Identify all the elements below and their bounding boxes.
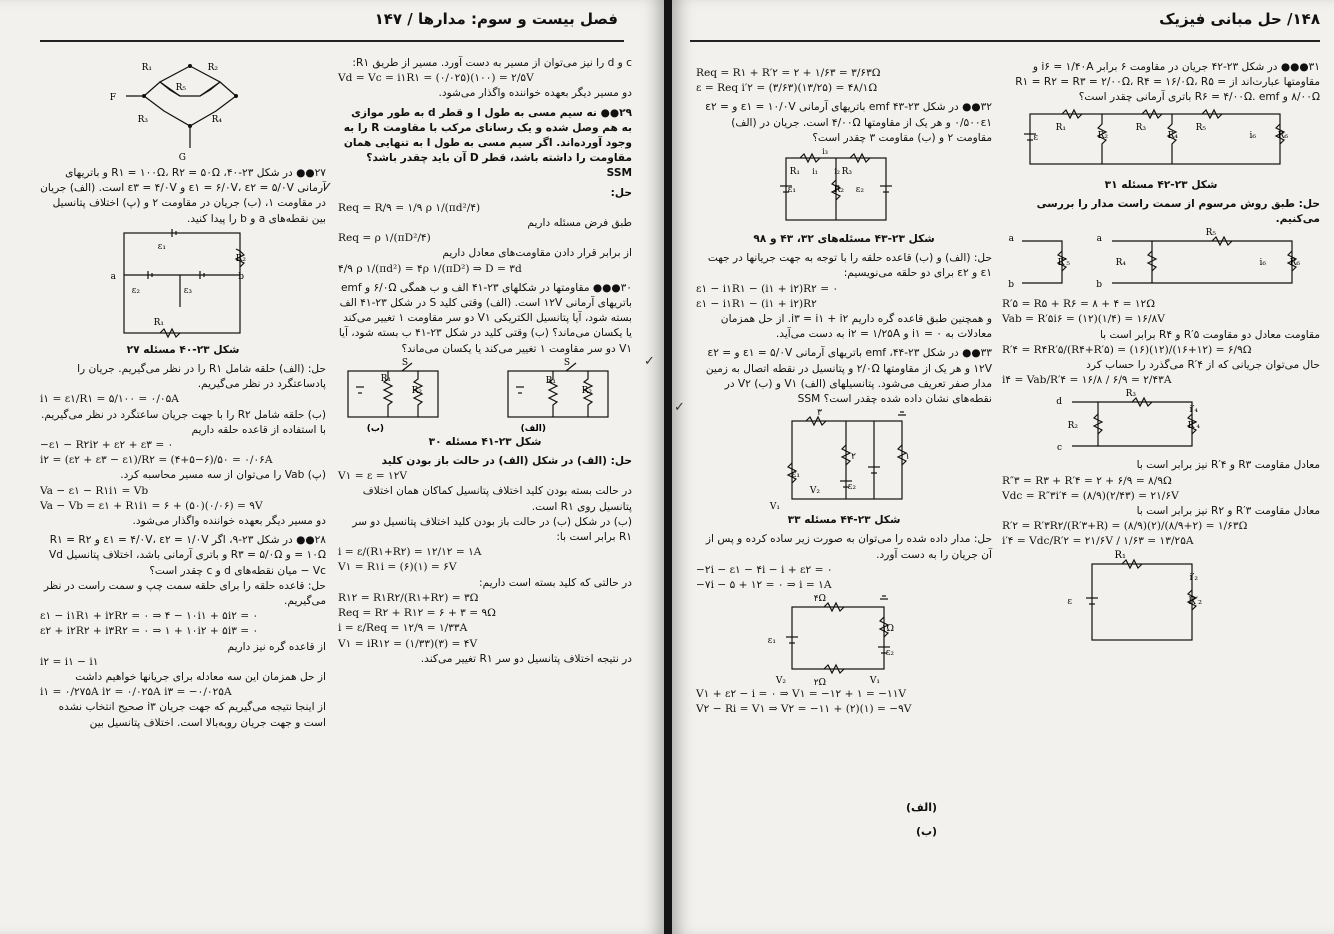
fig42-r2: R₂ (1097, 130, 1108, 141)
equation: R۱۲ = R۱R۲/(R۱+R۲) = ۳Ω (338, 591, 479, 604)
fig44-e1: ε₁ (791, 470, 800, 481)
solution: حل: (الف) در شکل (الف) در حالت باز بودن کلید (381, 455, 632, 468)
paragraph: (پ) Vab را می‌توان از سه مسیر محاسبه کرد. (120, 469, 326, 482)
checkmark: ✓ (674, 400, 685, 415)
paragraph: حل: (الف) و (ب) قاعده حلقه را با توجه به جهت جریانها در جهت ε۱ و ε۲ برای دو حلقه می‌نویسیم: (707, 252, 992, 280)
bridge-g: G (178, 153, 186, 163)
right-page-left-column (696, 66, 992, 718)
problem-30: ۳۰●●● مقاومتها در شکلهای ۲۳-۴۱ الف و ب همگی ۶/۰Ω و emf باتریهای آرمانی ۱۲V است. (الف) وقتی کلید S در شکل ۲۳-۴۱ الف بسته شود، آیا پتانسیل الکتریکی V۱ دو سر مقاومت ۱ تغییر می‌کند یا یکسان می‌ماند؟ (ب) وقتی کلید در شکل ۲۳-۴۱ ب بسته شود، آیا V۱ دو سر مقاومت ۱ تغییر می‌کند یا یکسان می‌ماند؟ (338, 281, 632, 355)
fig40-r1: R₁ (153, 317, 164, 328)
fig44-v1: V₁ (769, 502, 780, 513)
equation: Vdc = R″۳i′۴ = (۸/۹)(۲/۴۳) = ۲۱/۶V (1002, 489, 1179, 502)
paragraph: و همچنین طبق قاعده گره داریم i۳ = i۱ + i۲. از حل همزمان معادلات به i۱ = ۰ و i۲ = ۱/۲۵A به دست می‌آید. (720, 313, 992, 341)
problem-32: ۳۲●● در شکل ۲۳-۴۳ emf باتریهای آرمانی ε۱ = ۱۰/۰V و ε۲ = ۰/۵۰۰ε۱ و هر یک از مقاومتها ۴/۰۰Ω است. جریان در (الف) مقاومت ۲ و (ب) مقاومت ۳ چقدر است؟ (705, 101, 992, 144)
fig43-r1: R₁ (789, 167, 800, 178)
bridge-r2: R₂ (207, 63, 218, 73)
paragraph: طبق فرض مسئله داریم (527, 217, 632, 230)
equation: i۱ = ۰/۲۷۵A i۲ = ۰/۰۲۵A i۳ = −۰/۰۲۵A (40, 686, 232, 699)
sub-c-r2: R₂ (1067, 421, 1078, 432)
answer-label-a: (الف) (906, 801, 938, 814)
figure-23-42 (1002, 106, 1320, 178)
equation: Vab = R′۵i۶ = (۱۲)(۱/۴) = ۱۶/۸V (1002, 313, 1165, 326)
equation: Va − ε۱ − R۱i۱ = Vb (40, 484, 149, 497)
fig43-r2: R₂ (833, 185, 844, 196)
equation: ۴/۹ ρ ۱/(πd²) = ۴ρ ۱/(πD²) ⇒ D = ۳d (338, 262, 522, 275)
paragraph: در نتیجه اختلاف پتانسیل دو سر R۱ تغییر می‌کند. (420, 652, 632, 665)
fig44-n2: ۲ (851, 452, 856, 463)
right-page-header: ۱۴۸/ حل مبانی فیزیک (1159, 10, 1320, 28)
paragraph: از حل همزمان این سه معادله برای جریانها خواهیم داشت (75, 671, 326, 684)
simp-r2: ۲Ω (813, 678, 826, 688)
sub-b-i6: i₆ (1259, 258, 1266, 269)
figure-caption: شکل ۲۳-۴۳ مسئله‌های ۳۲، ۴۳ و ۹۸ (753, 233, 935, 246)
header-rule (40, 40, 624, 42)
fig43-i2: i₂ (834, 167, 840, 177)
fig44-n3: ۳ (817, 408, 822, 419)
problem-29: ۲۹●● نه سیم مسی به طول l و قطر d به طور موازی به هم وصل شده و یک رسانای مرکب با مقاومت R را به وجود آورده‌اند. اگر سیم مسی به طول l به تنهایی همان مقاومت را داشته باشد، قطر D آن باید چقدر باشد؟ SSM (343, 106, 632, 180)
figure-caption: شکل ۲۳-۴۱ مسئله ۳۰ (428, 435, 542, 448)
answer-labels (906, 796, 937, 844)
paragraph: (ب) حلقه شامل R۲ را با جهت جریان ساعتگرد در نظر می‌گیریم. با استفاده از قاعده حلقه داریم (41, 408, 326, 436)
bridge-r5: R₅ (175, 83, 186, 93)
equation: i′۴ = Vdc/R′۲ = ۲۱/۶V / ۱/۶۳ = ۱۳/۲۵A (1002, 535, 1194, 548)
paragraph: حل: مدار داده شده را می‌توان به صورت زیر ساده کرده و پس از آن جریان را به دست آورد. (705, 533, 992, 561)
label-a: (الف) (520, 423, 546, 434)
paragraph: معادل مقاومت R۳ و R′۴ نیز برابر است با (1136, 459, 1320, 472)
sub-d-r2p: R′₂ (1188, 595, 1202, 607)
header-rule (690, 40, 1320, 42)
checkmark: ✓ (322, 180, 333, 195)
answer-label-b: (ب) (915, 825, 938, 838)
equation: V۱ = ε = ۱۲V (338, 470, 408, 483)
label-s: S (563, 357, 570, 368)
equation: V۲ − Ri = V۱ ⇒ V۲ = −۱۱ + (۲)(۱) = −۹V (696, 703, 912, 716)
label-r1: R₁ (380, 373, 391, 384)
paragraph: در حالتی که کلید بسته است داریم: (479, 576, 632, 589)
simp-r4: ۴Ω (813, 594, 826, 605)
paragraph: از اینجا نتیجه می‌گیریم که جهت جریان i۳ صحیح انتخاب نشده است و جهت جریان روبه‌بالا است. اختلاف پتانسیل بین (58, 701, 326, 729)
label-r2: R₂ (581, 385, 592, 396)
equation: Req = R۲ + R۱۲ = ۶ + ۳ = ۹Ω (338, 607, 496, 620)
fig43-i3: i₃ (822, 147, 828, 157)
fig40-e2: ε₂ (131, 285, 140, 296)
bridge-r1: R₁ (141, 63, 152, 73)
equation: R″۳ = R۳ + R′۴ = ۲ + ۶/۹ = ۸/۹Ω (1002, 474, 1172, 487)
sub-b-b: b (1096, 280, 1102, 291)
equation: Req = ρ ۱/(πD²/۴) (338, 232, 431, 245)
figure-sub-ab (1002, 227, 1320, 297)
equation: R′۴ = R۴R′۵/(R۴+R′۵) = (۱۶)(۱۲)/(۱۶+۱۲) = ۶/۹Ω (1002, 343, 1252, 356)
fig42-r5: R₅ (1195, 122, 1206, 133)
equation: Req = R/۹ = ۱/۹ ρ ۱/(πd²/۴) (338, 201, 481, 214)
simp-e1: ε₁ (767, 636, 776, 647)
checkmark: ✓ (644, 354, 655, 369)
paragraph: معادل مقاومت R′۳ و R۲ نیز برابر است با (1136, 505, 1320, 518)
label-b: (ب) (366, 423, 384, 434)
bridge-figure (40, 56, 326, 166)
equation: −ε۱ − R۲i۲ + ε۲ + ε۳ = ۰ (40, 439, 174, 452)
sub-c-r3: R₃ (1125, 389, 1136, 400)
fig44-e2: ε₂ (847, 482, 856, 493)
bridge-r4: R₄ (211, 115, 222, 125)
fig42-i6: i₆ (1249, 130, 1256, 141)
figure-23-43 (696, 146, 992, 232)
equation: i = ε/Req = ۱۲/۹ = ۱/۳۳A (338, 622, 468, 635)
label-r1: R₁ (545, 375, 556, 386)
bridge-r3: R₃ (137, 115, 148, 125)
fig43-e1: ε₁ (787, 185, 796, 196)
equation: ε = Req i′۲ = (۳/۶۳)(۱۳/۲۵) = ۴۸/۱Ω (696, 82, 878, 95)
sub-d-i2p: i′₂ (1189, 572, 1198, 583)
sub-b-r4: R₄ (1115, 258, 1126, 269)
figure-caption: شکل ۲۳-۴۴ مسئله ۳۳ (787, 514, 901, 527)
equation: ε۱ − i۱R۱ + i۲R۲ = ۰ ⇒ ۴ − ۱۰i۱ + ۵i۲ = ۰ (40, 610, 259, 623)
equation: R′۵ = R۵ + R۶ = ۸ + ۴ = ۱۲Ω (1002, 298, 1156, 311)
sub-c-i4p: i′₄ (1189, 405, 1198, 416)
sub-a-a: a (1008, 234, 1014, 245)
problem-28: ۲۸●● در شکل ۲۳-۹، اگر ε۱ = ۴/۰V، ε۲ = ۱/۰V و R۱ = R۲ = ۱۰Ω و R۳ = ۵/۰Ω و باتری آرمانی باشد، اختلاف پتانسیل Vd − Vc میان نقطه‌های d و c چقدر است؟ (48, 534, 326, 577)
left-page-right-column (338, 56, 632, 667)
bridge-f: F (109, 93, 116, 103)
equation: ε۱ − i۱R۱ − (i۱ + i۲)R۲ (696, 297, 817, 310)
right-page-right-column (1002, 60, 1320, 648)
label-r2: R₂ (411, 385, 422, 396)
equation: R′۲ = R′۳R۲/(R′۳+R) = (۸/۹)(۲)/(۸/۹+۲) = ۱/۶۳Ω (1002, 520, 1248, 533)
book-gutter (664, 0, 672, 934)
sub-a-r5p: R′₅ (1057, 258, 1070, 269)
fig44-v2: V₂ (809, 486, 820, 497)
paragraph: در حالت بسته بودن کلید اختلاف پتانسیل کماکان همان اختلاف پتانسیل روی R۱ است. (362, 485, 632, 513)
figure-23-40 (40, 227, 326, 343)
sub-d-r1: R₁ (1114, 549, 1126, 561)
paragraph: از قاعده گره نیز داریم (227, 640, 326, 653)
equation: ε۲ + i۲R۲ + i۳R۲ = ۰ ⇒ ۱ + ۱۰i۲ + ۵i۳ = ۰ (40, 625, 259, 638)
sub-c-c: c (1056, 443, 1062, 454)
fig42-r6: R₆ (1277, 130, 1288, 141)
fig42-r3: R₃ (1135, 122, 1146, 133)
equation: i۲ = (ε۲ + ε۳ − ε۱)/R۲ = (۴+۵−۶)/۵۰ = ۰/۰۶A (40, 454, 273, 467)
simp-e2: ε₂ (885, 648, 894, 659)
equation: −۲i − ε۱ − ۴i − i + ε۲ = ۰ (696, 563, 833, 576)
equation: i۱ = ε۱/R۱ = ۵/۱۰۰ = ۰/۰۵A (40, 393, 179, 406)
sub-b-a: a (1096, 234, 1102, 245)
problem-31: ۳۱●●● در شکل ۲۳-۴۲ جریان در مقاومت ۶ برابر i۶ = ۱/۴۰A و مقاومتها عبارت‌اند از R۱ = R۲ = R۳ = ۲/۰۰Ω، R۴ = ۱۶/۰Ω، R۵ = ۸/۰۰Ω و R۶ = ۴/۰۰Ω. emf باتری آرمانی چقدر است؟ (1015, 61, 1320, 104)
sub-d-e: ε (1067, 596, 1072, 607)
figure-23-41 (338, 357, 632, 435)
solution: حل: طبق روش مرسوم از سمت راست مدار را بررسی می‌کنیم. (1036, 197, 1320, 226)
solution-label: حل: (610, 186, 632, 199)
right-page (672, 0, 1334, 934)
figure-23-44 (696, 407, 992, 513)
simp-v2: V₂ (775, 676, 786, 687)
figure-caption: شکل ۲۳-۴۰ مسئله ۲۷ (126, 343, 240, 356)
equation: i۴ = Vab/R′۴ = ۱۶/۸ / ۶/۹ = ۲/۴۳A (1002, 374, 1172, 387)
paragraph: حل: (الف) حلقه شامل R۱ را در نظر می‌گیریم. جریان را پادساعتگرد در نظر می‌گیریم. (77, 363, 326, 391)
equation: Vd = Vc = i۱R۱ = (۰/۰۲۵)(۱۰۰) = ۲/۵V (338, 72, 534, 85)
paragraph: دو مسیر دیگر بعهده خواننده واگذار می‌شود. (438, 87, 632, 100)
equation: Req = R۱ + R′۲ = ۲ + ۱/۶۳ = ۳/۶۳Ω (696, 67, 881, 79)
simp-v1: V₁ (869, 676, 880, 687)
equation: i۲ = i۱ − i۱ (40, 655, 99, 668)
equation: i = ε/(R۱+R۲) = ۱۲/۱۲ = ۱A (338, 546, 482, 559)
figure-simplified (696, 593, 992, 687)
simp-r1: ۱Ω (881, 624, 894, 635)
fig40-e1: ε₁ (157, 241, 166, 252)
figure-sub-d (1002, 550, 1320, 648)
fig40-r2: R₂ (235, 253, 246, 264)
paragraph: c و d را نیز می‌توان از مسیر به دست آورد. مسیر از طریق R۱: (352, 57, 632, 69)
fig40-e3: ε₃ (183, 285, 192, 296)
sub-a-b: b (1008, 280, 1014, 291)
equation: V۱ = iR۱۲ = (۱/۳۳)(۳) = ۴V (338, 637, 478, 650)
problem-33: ۳۳●● در شکل ۲۳-۴۴، emf باتریهای آرمانی ε۱ = ۵/۰V و ε۲ = ۱۲V و هر یک از مقاومتها ۲/۰Ω و پتانسیل در نقطه اتصال به زمین مدار صفر تعریف می‌شود. پتانسیلهای (الف) V۱ و (ب) V۲ در نقطه‌های نشان داده شده چقدر است؟ SSM (705, 347, 992, 406)
equation: V۱ + ε۲ − i = ۰ ⇒ V۱ = −۱۲ + ۱ = −۱۱V (696, 688, 907, 701)
label-s: S (401, 357, 408, 368)
fig42-e: ε (1033, 132, 1038, 143)
fig42-r4: R₄ (1167, 130, 1178, 141)
fig43-i1: i₁ (812, 167, 818, 177)
figure-sub-c (1002, 388, 1320, 458)
figure-caption: شکل ۲۳-۴۲ مسئله ۳۱ (1104, 178, 1218, 191)
paragraph: (ب) در شکل (ب) در حالت باز بودن کلید اختلاف پتانسیل دو سر R۱ برابر است با: (352, 515, 632, 544)
equation: Va − Vb = ε۱ + R۱i۱ = ۶ + (۵۰)(۰/۰۶) = ۹V (40, 499, 263, 512)
problem-27: ۲۷●● در شکل ۲۳-۴۰، R۱ = ۱۰۰Ω، R۲ = ۵۰Ω و باتریهای آرمانی ε۱ = ۶/۰V، ε۲ = ۵/۰V و ε۳ = ۴/۰V است. (الف) جریان در مقاومت ۱، (ب) جریان در مقاومت ۲ و (پ) اختلاف پتانسیل بین نقطه‌های a و b را پیدا کنید. (40, 167, 326, 225)
equation: V۱ = R۱i = (۶)(۱) = ۶V (338, 561, 457, 574)
fig42-r1: R₁ (1055, 122, 1066, 133)
equation: ε۱ − i۱R۱ − (i۱ + i۲)R۲ = ۰ (696, 282, 839, 295)
sub-b-r6: R₆ (1289, 258, 1300, 269)
sub-b-r5: R₅ (1205, 228, 1216, 239)
paragraph: مقاومت معادل دو مقاومت R′۵ و R۴ برابر است با (1099, 328, 1320, 341)
fig43-e2: ε₂ (855, 185, 864, 196)
sub-c-r4p: R′₄ (1187, 421, 1200, 432)
left-page (0, 0, 664, 934)
fig44-n1: ۱ (905, 452, 910, 463)
fig40-b: b (238, 271, 244, 282)
left-page-header: فصل بیست و سوم: مدارها / ۱۴۷ (374, 10, 618, 28)
paragraph: حال می‌توان جریانی که از R′۴ می‌گذرد را حساب کرد (1086, 359, 1320, 372)
fig43-r3: R₃ (841, 167, 852, 178)
sub-c-d: d (1056, 397, 1062, 408)
paragraph: دو مسیر دیگر بعهده خواننده واگذار می‌شود. (132, 515, 326, 528)
paragraph: حل: قاعده حلقه را برای حلقه سمت چپ و سمت راست در نظر می‌گیریم. (43, 579, 326, 608)
fig40-a: a (110, 271, 116, 282)
left-page-left-column (40, 56, 326, 731)
equation: −۷i − ۵ + ۱۲ = ۰ ⇒ i = ۱A (696, 579, 832, 592)
paragraph: از برابر قرار دادن مقاومت‌های معادل داریم (442, 247, 632, 260)
